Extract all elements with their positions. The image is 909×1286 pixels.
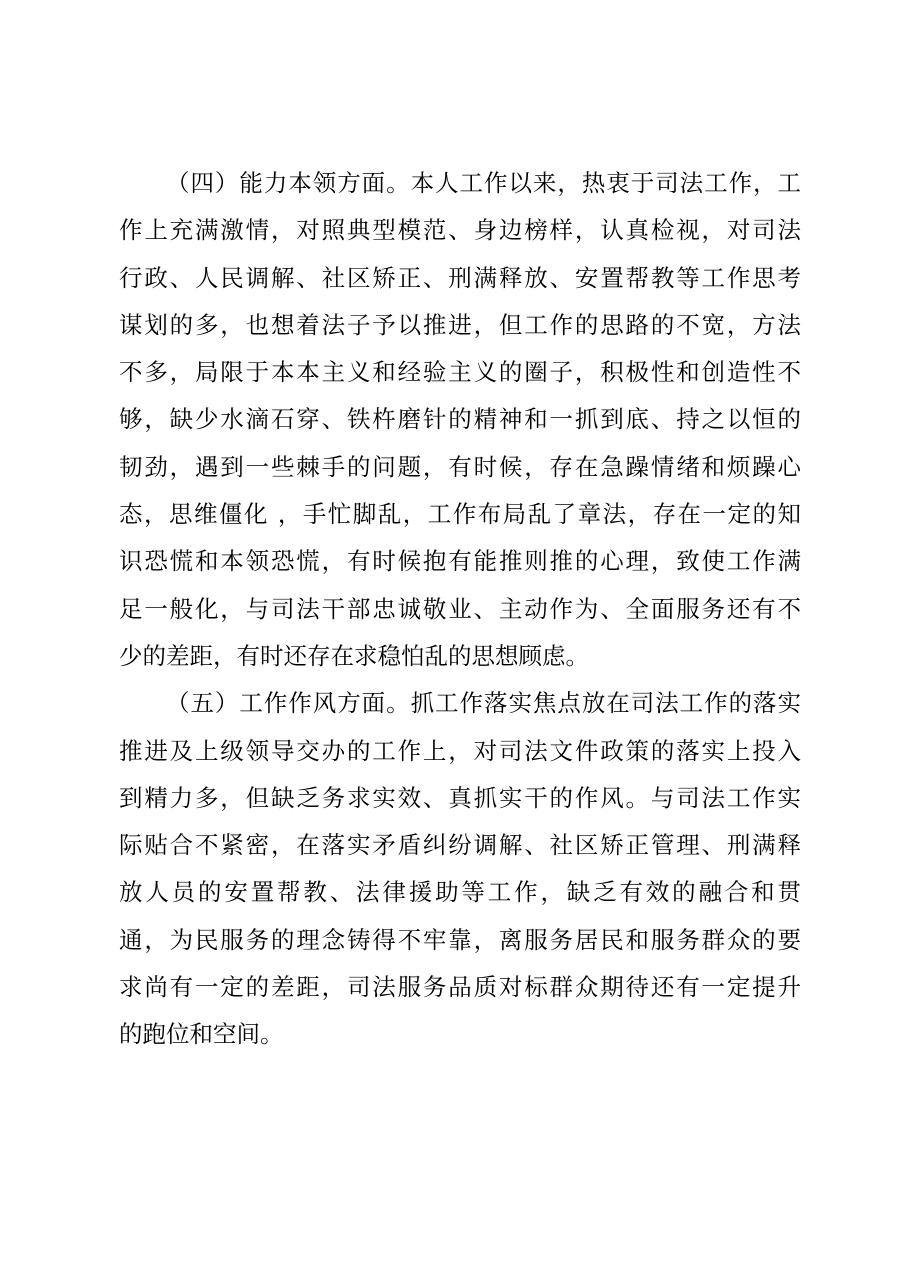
- paragraph-line: 不多，局限于本本主义和经验主义的圈子，积极性和创造性不: [119, 358, 801, 387]
- paragraph-line: 韧劲，遇到一些棘手的问题，有时候，存在急躁情绪和烦躁心: [119, 452, 801, 481]
- paragraph-line: 到精力多，但缺乏务求实效、真抓实干的作风。与司法工作实: [119, 783, 801, 812]
- document-body: [119, 160, 801, 1059]
- paragraph-line: 谋划的多，也想着法子予以推进，但工作的思路的不宽，方法: [119, 310, 801, 339]
- paragraph-line: 行政、人民调解、社区矫正、刑满释放、安置帮教等工作思考: [119, 263, 801, 292]
- paragraph-line: 足一般化，与司法干部忠诚敬业、主动作为、全面服务还有不: [119, 594, 801, 623]
- paragraph-line: （五）工作作风方面。抓工作落实焦点放在司法工作的落实: [166, 689, 801, 718]
- paragraph-line: 求尚有一定的差距，司法服务品质对标群众期待还有一定提升: [119, 973, 801, 1002]
- paragraph-line: 够，缺少水滴石穿、铁杵磨针的精神和一抓到底、持之以恒的: [119, 405, 801, 434]
- paragraph-line: 的跑位和空间。: [119, 1020, 284, 1049]
- paragraph-line: 作上充满激情，对照典型模范、身边榜样，认真检视，对司法: [119, 216, 801, 245]
- paragraph-line: 态，思维僵化 ，手忙脚乱，工作布局乱了章法，存在一定的知: [119, 500, 801, 529]
- paragraph-line: 放人员的安置帮教、法律援助等工作，缺乏有效的融合和贯: [119, 878, 801, 907]
- paragraph-work-style: [119, 680, 801, 1058]
- paragraph-line: 际贴合不紧密，在落实矛盾纠纷调解、社区矫正管理、刑满释: [119, 831, 801, 860]
- paragraph-line: 识恐慌和本领恐慌，有时候抱有能推则推的心理，致使工作满: [119, 547, 801, 576]
- paragraph-line: （四）能力本领方面。本人工作以来，热衷于司法工作，工: [166, 169, 801, 197]
- paragraph-ability: [119, 160, 801, 680]
- paragraph-line: 少的差距，有时还存在求稳怕乱的思想顾虑。: [119, 641, 589, 670]
- paragraph-line: 推进及上级领导交办的工作上，对司法文件政策的落实上投入: [119, 736, 801, 765]
- paragraph-line: 通，为民服务的理念铸得不牢靠，离服务居民和服务群众的要: [119, 925, 801, 954]
